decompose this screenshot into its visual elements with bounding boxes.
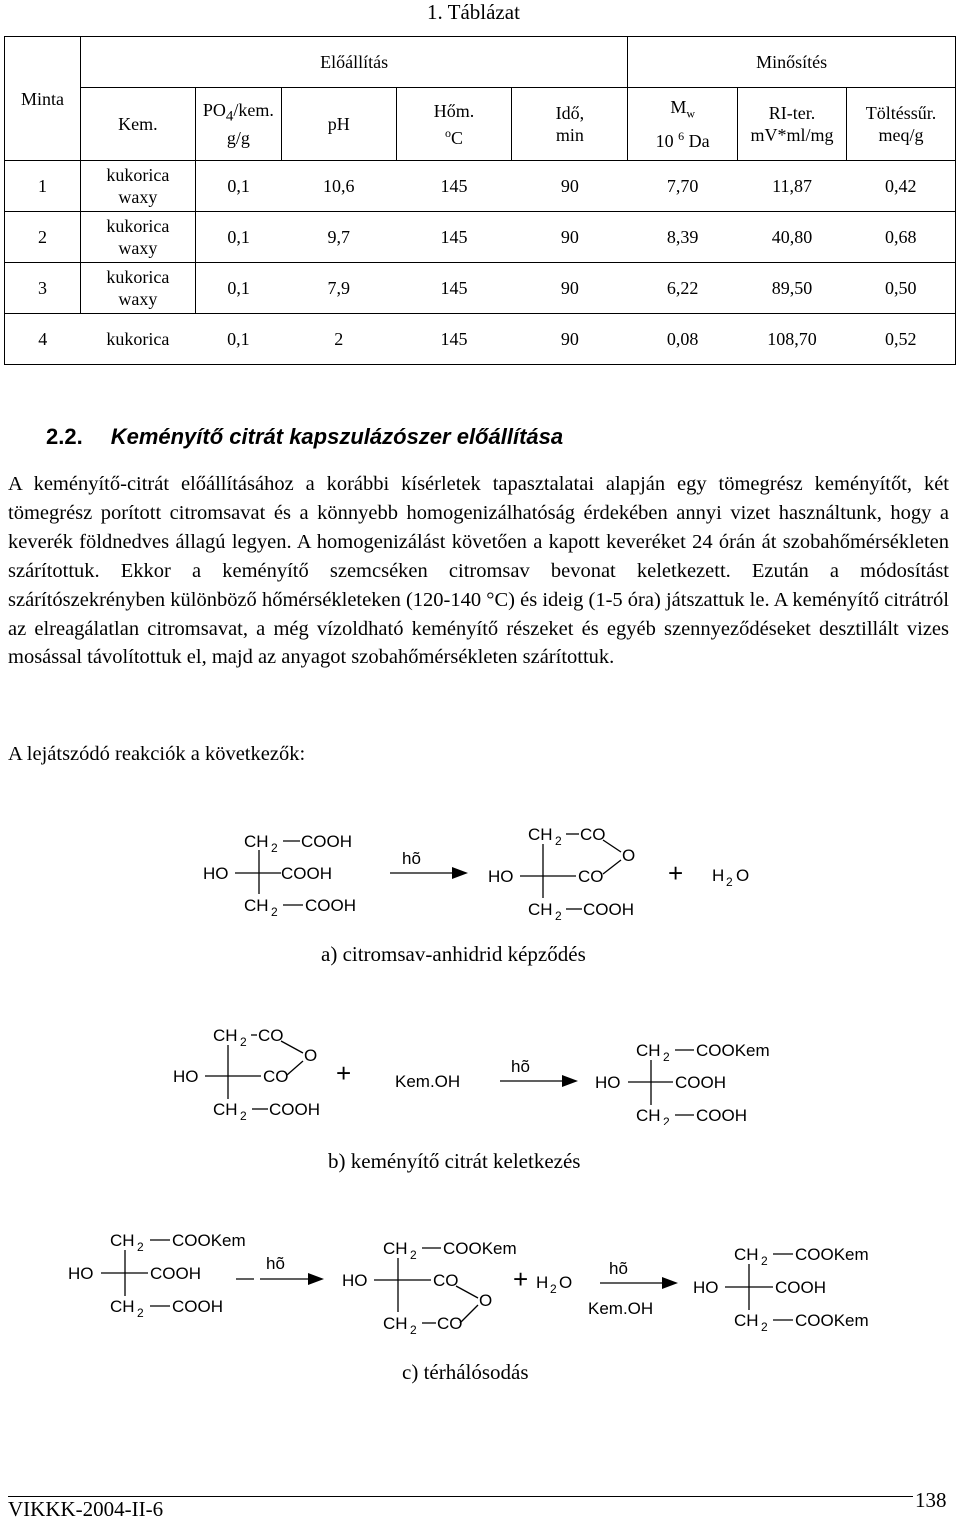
hom-label: Hőm. <box>433 100 475 121</box>
o-label: O <box>622 846 636 865</box>
sub-2: 2 <box>663 1050 670 1064</box>
ch2-label: CH <box>244 896 269 915</box>
cooh-label: COOH <box>150 1264 201 1283</box>
ri-label: RI-ter. <box>768 103 816 123</box>
kemoh-label: Kem.OH <box>395 1072 461 1091</box>
footer-document-id: VIKKK-2004-II-6 <box>8 1497 164 1521</box>
table-row <box>5 263 956 314</box>
header-ph: pH <box>281 88 396 161</box>
ido-label: Idő, <box>555 103 585 123</box>
header-ido <box>512 88 628 161</box>
ch2-label: CH <box>244 832 269 851</box>
cooh-label: COOH <box>301 832 352 851</box>
section-number: 2.2. <box>46 424 83 449</box>
cell-minta: 4 <box>5 314 81 365</box>
toltes-label: Töltéssűr. <box>865 103 937 123</box>
sub-2: 2 <box>555 834 562 848</box>
heat-label: hõ <box>402 849 421 868</box>
po4-subscript: 4 <box>225 108 234 125</box>
cell-toltes: 0,68 <box>847 212 956 263</box>
reactions-intro: A lejátszódó reakciók a következők: <box>8 743 306 765</box>
co-label: CO <box>437 1314 463 1333</box>
cell-kem: kukorica waxy <box>80 263 195 314</box>
kemoh-label: Kem.OH <box>588 1299 654 1318</box>
cell-ph: 9,7 <box>281 212 396 263</box>
ch2-label: CH <box>734 1245 759 1264</box>
cookem-label: COOKem <box>795 1311 869 1330</box>
header-toltes <box>847 88 956 161</box>
ch2-label: CH <box>110 1231 135 1250</box>
cell-toltes: 0,42 <box>847 161 956 212</box>
plus-sign: + <box>668 858 684 888</box>
cookem-label: COOKem <box>795 1245 869 1264</box>
cell-ido: 90 <box>512 263 628 314</box>
table-row <box>5 161 956 212</box>
ch2-label: CH <box>110 1297 135 1316</box>
page-number: 138 <box>915 1488 947 1512</box>
sub-2: 2 <box>137 1240 144 1254</box>
cooh-label: COOH <box>172 1297 223 1316</box>
reaction-a-caption: a) citromsav-anhidrid képződés <box>321 942 586 966</box>
header-kem: Kem. <box>80 88 195 161</box>
cell-mw: 0,08 <box>628 314 738 365</box>
po4-unit: g/g <box>226 128 250 149</box>
co-label: CO <box>258 1026 284 1045</box>
co-label: CO <box>263 1067 289 1086</box>
cell-ph: 7,9 <box>281 263 396 314</box>
cell-ri: 89,50 <box>738 263 847 314</box>
cooh-label: COOH <box>281 864 332 883</box>
cell-toltes: 0,50 <box>847 263 956 314</box>
ch2-label: CH <box>383 1314 408 1333</box>
cell-ri: 108,70 <box>738 314 847 365</box>
sub-2: 2 <box>663 1115 670 1125</box>
results-table <box>4 36 956 365</box>
cell-ri: 40,80 <box>738 212 847 263</box>
water-h: H <box>536 1273 549 1292</box>
water-o: O <box>736 866 750 885</box>
cell-po4: 0,1 <box>195 263 281 314</box>
reaction-c-caption: c) térhálósodás <box>402 1360 529 1384</box>
cell-hom: 145 <box>396 212 512 263</box>
sub-2: 2 <box>271 905 278 919</box>
sub-2: 2 <box>726 875 733 889</box>
cell-ido: 90 <box>512 314 628 365</box>
table-row <box>5 314 956 365</box>
ri-unit: mV*ml/mg <box>750 125 834 145</box>
ch2-label: CH <box>636 1041 661 1060</box>
reaction-a-diagram <box>0 810 960 930</box>
ho-label: HO <box>693 1278 719 1297</box>
cell-mw: 8,39 <box>628 212 738 263</box>
sub-2: 2 <box>137 1306 144 1320</box>
water-o: O <box>559 1273 573 1292</box>
plus-sign: + <box>336 1058 352 1088</box>
cell-hom: 145 <box>396 263 512 314</box>
o-label: O <box>479 1291 493 1310</box>
table-caption: 1. Táblázat <box>427 0 520 24</box>
mw-sub: w <box>686 106 696 121</box>
cell-hom: 145 <box>396 161 512 212</box>
header-mw: $M_w$ 10 $^6$ Da <box>628 88 738 161</box>
cell-minta: 2 <box>5 212 81 263</box>
cell-minta: 1 <box>5 161 81 212</box>
cell-hom: 145 <box>396 314 512 365</box>
sub-2: 2 <box>555 909 562 923</box>
ho-label: HO <box>488 867 514 886</box>
ch2-label: CH <box>213 1026 238 1045</box>
cell-mw: 6,22 <box>628 263 738 314</box>
sub-2: 2 <box>410 1248 417 1262</box>
ho-label: HO <box>173 1067 199 1086</box>
heat-label: hõ <box>266 1254 285 1273</box>
co-label: CO <box>433 1271 459 1290</box>
table-header-columns <box>5 88 956 161</box>
co-label: CO <box>578 867 604 886</box>
cell-ido: 90 <box>512 212 628 263</box>
cookem-label: COOKem <box>172 1231 246 1250</box>
table-row <box>5 212 956 263</box>
header-eloallitas: Előállítás <box>80 37 627 88</box>
cookem-label: COOKem <box>696 1041 770 1060</box>
ho-label: HO <box>203 864 229 883</box>
sub-2: 2 <box>240 1035 247 1049</box>
cooh-label: COOH <box>775 1278 826 1297</box>
header-hom: Hőm. $^o$C <box>396 88 512 161</box>
cell-ido: 90 <box>512 161 628 212</box>
ido-unit: min <box>555 125 584 145</box>
cell-kem: kukorica waxy <box>80 212 195 263</box>
sub-2: 2 <box>410 1323 417 1337</box>
cooh-label: COOH <box>675 1073 726 1092</box>
cell-toltes: 0,52 <box>847 314 956 365</box>
table-header-groups <box>5 37 956 88</box>
ch2-label: CH <box>636 1106 661 1125</box>
header-minosites: Minősítés <box>628 37 956 88</box>
cooh-label: COOH <box>305 896 356 915</box>
cell-kem: kukorica waxy <box>80 161 195 212</box>
ch2-label: CH <box>213 1100 238 1119</box>
ho-label: HO <box>342 1271 368 1290</box>
heat-label: hõ <box>609 1259 628 1278</box>
body-paragraph: A keményítő-citrát előállításához a korábbi kísérletek tapasztalatai alapján egy tömegrész keményítőt, két tömegrész porított citromsavat és a könnyebb homogenizálhatóság érdekében annyi vizet használtunk, hogy a keverék földnedves állagú legyen. A homogenizálást követően a kapott keveréket 24 órán át szobahőmérsékleten szárítottuk. Ekkor a keményítő szemcséken citromsav bevonat keletkezett. Ezután a módosítást szárítószekrényben különböző hőmérsékleteken (120-140 °C) és ideig (1-5 óra) játszattuk le. A keményítő citrátról az elreagálatlan citromsavat, a még vízoldható keményítő részeket és egyéb szennyeződéseket desztillált vizes mosással távolítottuk el, majd az anyagot szobahőmérsékleten szárítottuk. <box>8 473 949 669</box>
reaction-b-diagram <box>0 1015 960 1125</box>
sub-2: 2 <box>271 841 278 855</box>
cell-ph: 2 <box>281 314 396 365</box>
header-po4: $PO_4$/kem. g/g <box>195 88 281 161</box>
header-ri <box>738 88 847 161</box>
heat-label: hõ <box>511 1057 530 1076</box>
section-title: Keményítő citrát kapszulázószer előállítása <box>110 424 564 449</box>
co-label: CO <box>580 825 606 844</box>
sub-2: 2 <box>761 1320 768 1334</box>
mw-exp: 6 <box>678 128 685 143</box>
cell-kem: kukorica <box>80 314 195 365</box>
o-label: O <box>304 1046 318 1065</box>
cooh-label: COOH <box>269 1100 320 1119</box>
cell-po4: 0,1 <box>195 212 281 263</box>
toltes-unit: meq/g <box>878 125 924 145</box>
cookem-label: COOKem <box>443 1239 517 1258</box>
cell-po4: 0,1 <box>195 161 281 212</box>
cell-minta: 3 <box>5 263 81 314</box>
ho-label: HO <box>68 1264 94 1283</box>
header-minta: Minta <box>5 37 81 161</box>
ch2-label: CH <box>528 900 553 919</box>
ho-label: HO <box>595 1073 621 1092</box>
cell-ph: 10,6 <box>281 161 396 212</box>
sub-2: 2 <box>550 1282 557 1296</box>
cell-ri: 11,87 <box>738 161 847 212</box>
cell-mw: 7,70 <box>628 161 738 212</box>
section-heading <box>46 424 563 450</box>
plus-sign: + <box>513 1264 529 1294</box>
sub-2: 2 <box>761 1254 768 1268</box>
cooh-label: COOH <box>696 1106 747 1125</box>
sub-2: 2 <box>240 1109 247 1123</box>
degree-sup: o <box>445 125 452 140</box>
ch2-label: CH <box>734 1311 759 1330</box>
cell-po4: 0,1 <box>195 314 281 365</box>
reaction-b-caption: b) keményítő citrát keletkezés <box>328 1149 581 1173</box>
ch2-label: CH <box>528 825 553 844</box>
water-h: H <box>712 866 725 885</box>
ch2-label: CH <box>383 1239 408 1258</box>
cooh-label: COOH <box>583 900 634 919</box>
reaction-c-diagram <box>0 1225 960 1345</box>
